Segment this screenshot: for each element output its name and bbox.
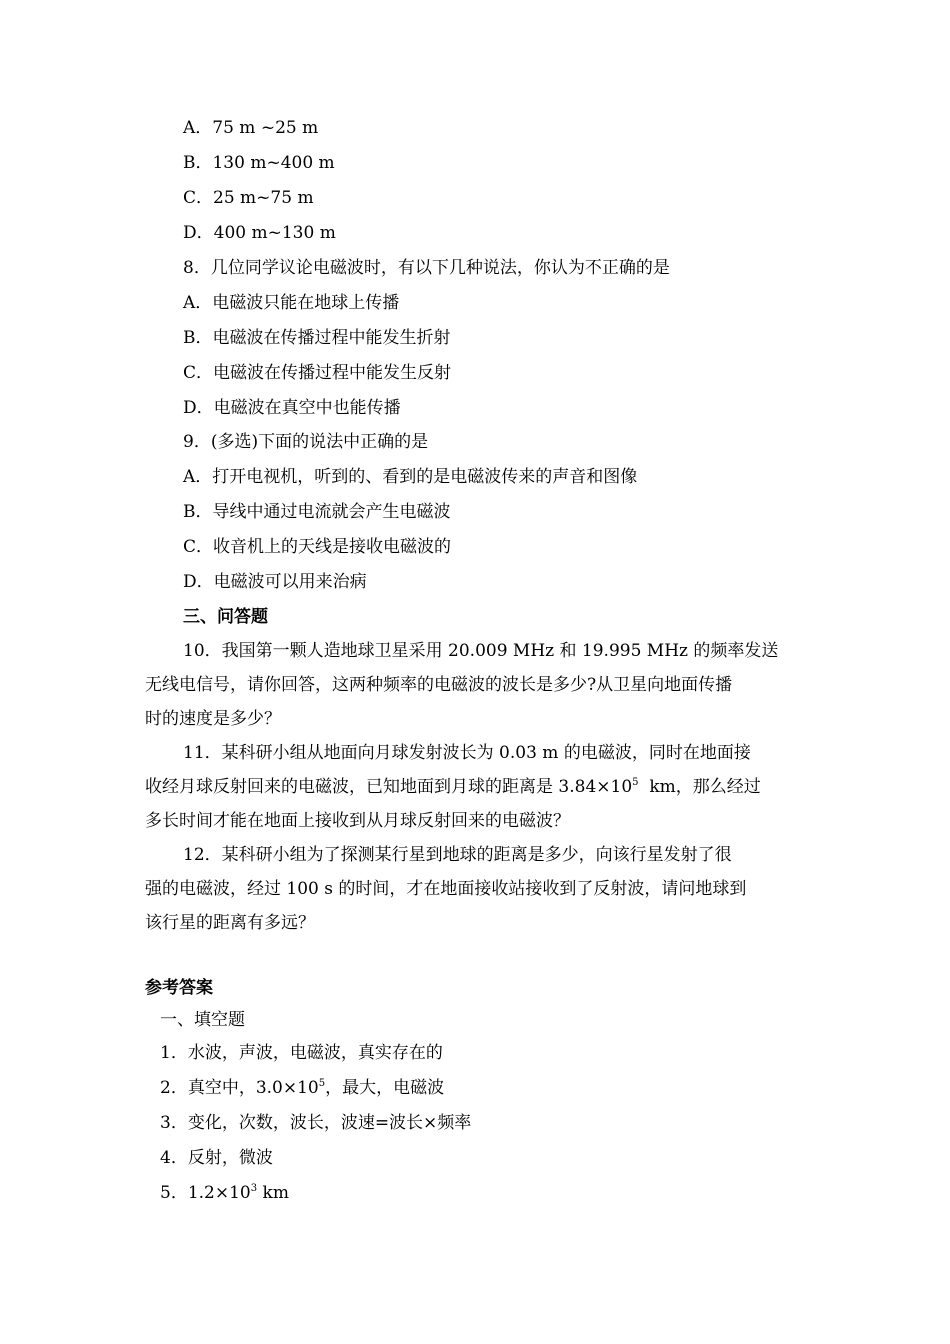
- answers-title: 参考答案: [145, 978, 213, 998]
- answer-5: [160, 1182, 289, 1204]
- q7-option-a: A．75 m ~25 m: [183, 118, 319, 138]
- q12-line-1: 12．某科研小组为了探测某行星到地球的距离是多少，向该行星发射了很: [183, 845, 732, 865]
- answer-1: 1．水波，声波，电磁波，真实存在的: [160, 1043, 443, 1063]
- q9-option-d: D．电磁波可以用来治病: [183, 572, 367, 592]
- q11-exponent: 5: [632, 777, 639, 788]
- answer-5-post: km: [257, 1183, 289, 1203]
- answer-2-post: ，最大，电磁波: [325, 1078, 445, 1098]
- answer-2: [160, 1077, 444, 1099]
- answer-3: 3．变化，次数，波长，波速=波长×频率: [160, 1113, 472, 1133]
- q10-line-1: 10．我国第一颗人造地球卫星采用 20.009 MHz 和 19.995 MHz 的频率发送: [183, 641, 779, 661]
- q12-line-3: 该行星的距离有多远？: [145, 913, 315, 933]
- section-title: 三、问答题: [183, 607, 268, 627]
- q9-stem: 9．(多选)下面的说法中正确的是: [183, 432, 429, 452]
- q11-line-1: 11．某科研小组从地面向月球发射波长为 0.03 m 的电磁波，同时在地面接: [183, 743, 751, 763]
- answer-2-exponent: 5: [318, 1078, 326, 1089]
- q8-option-d: D．电磁波在真空中也能传播: [183, 398, 401, 418]
- q11-line-2: [145, 776, 761, 798]
- q11-line-2-post: km，那么经过: [638, 777, 761, 797]
- answer-4: 4．反射，微波: [160, 1148, 273, 1168]
- q11-line-2-pre: 收经月球反射回来的电磁波，已知地面到月球的距离是 3.84×10: [145, 777, 633, 797]
- q8-option-c: C．电磁波在传播过程中能发生反射: [183, 363, 452, 383]
- answer-5-exponent: 3: [250, 1183, 258, 1194]
- q10-line-2: 无线电信号，请你回答，这两种频率的电磁波的波长是多少?从卫星向地面传播: [145, 675, 733, 695]
- q8-stem: 8．几位同学议论电磁波时，有以下几种说法，你认为不正确的是: [183, 258, 670, 278]
- q7-option-d: D．400 m~130 m: [183, 223, 336, 243]
- q9-option-c: C．收音机上的天线是接收电磁波的: [183, 537, 452, 557]
- q12-line-2: 强的电磁波，经过 100 s 的时间，才在地面接收站接收到了反射波，请问地球到: [145, 879, 747, 899]
- q10-line-3: 时的速度是多少？: [145, 709, 281, 729]
- q8-option-a: A．电磁波只能在地球上传播: [183, 293, 400, 313]
- q7-option-c: C．25 m~75 m: [183, 188, 314, 208]
- q9-option-a: A．打开电视机，听到的、看到的是电磁波传来的声音和图像: [183, 467, 638, 487]
- answers-section-1: 一、填空题: [160, 1010, 245, 1030]
- q8-option-b: B．电磁波在传播过程中能发生折射: [183, 328, 451, 348]
- answer-5-pre: 5．1.2×10: [160, 1183, 251, 1203]
- q11-line-3: 多长时间才能在地面上接收到从月球反射回来的电磁波？: [145, 811, 570, 831]
- answer-2-pre: 2．真空中，3.0×10: [160, 1078, 319, 1098]
- q7-option-b: B．130 m~400 m: [183, 153, 335, 173]
- q9-option-b: B．导线中通过电流就会产生电磁波: [183, 502, 451, 522]
